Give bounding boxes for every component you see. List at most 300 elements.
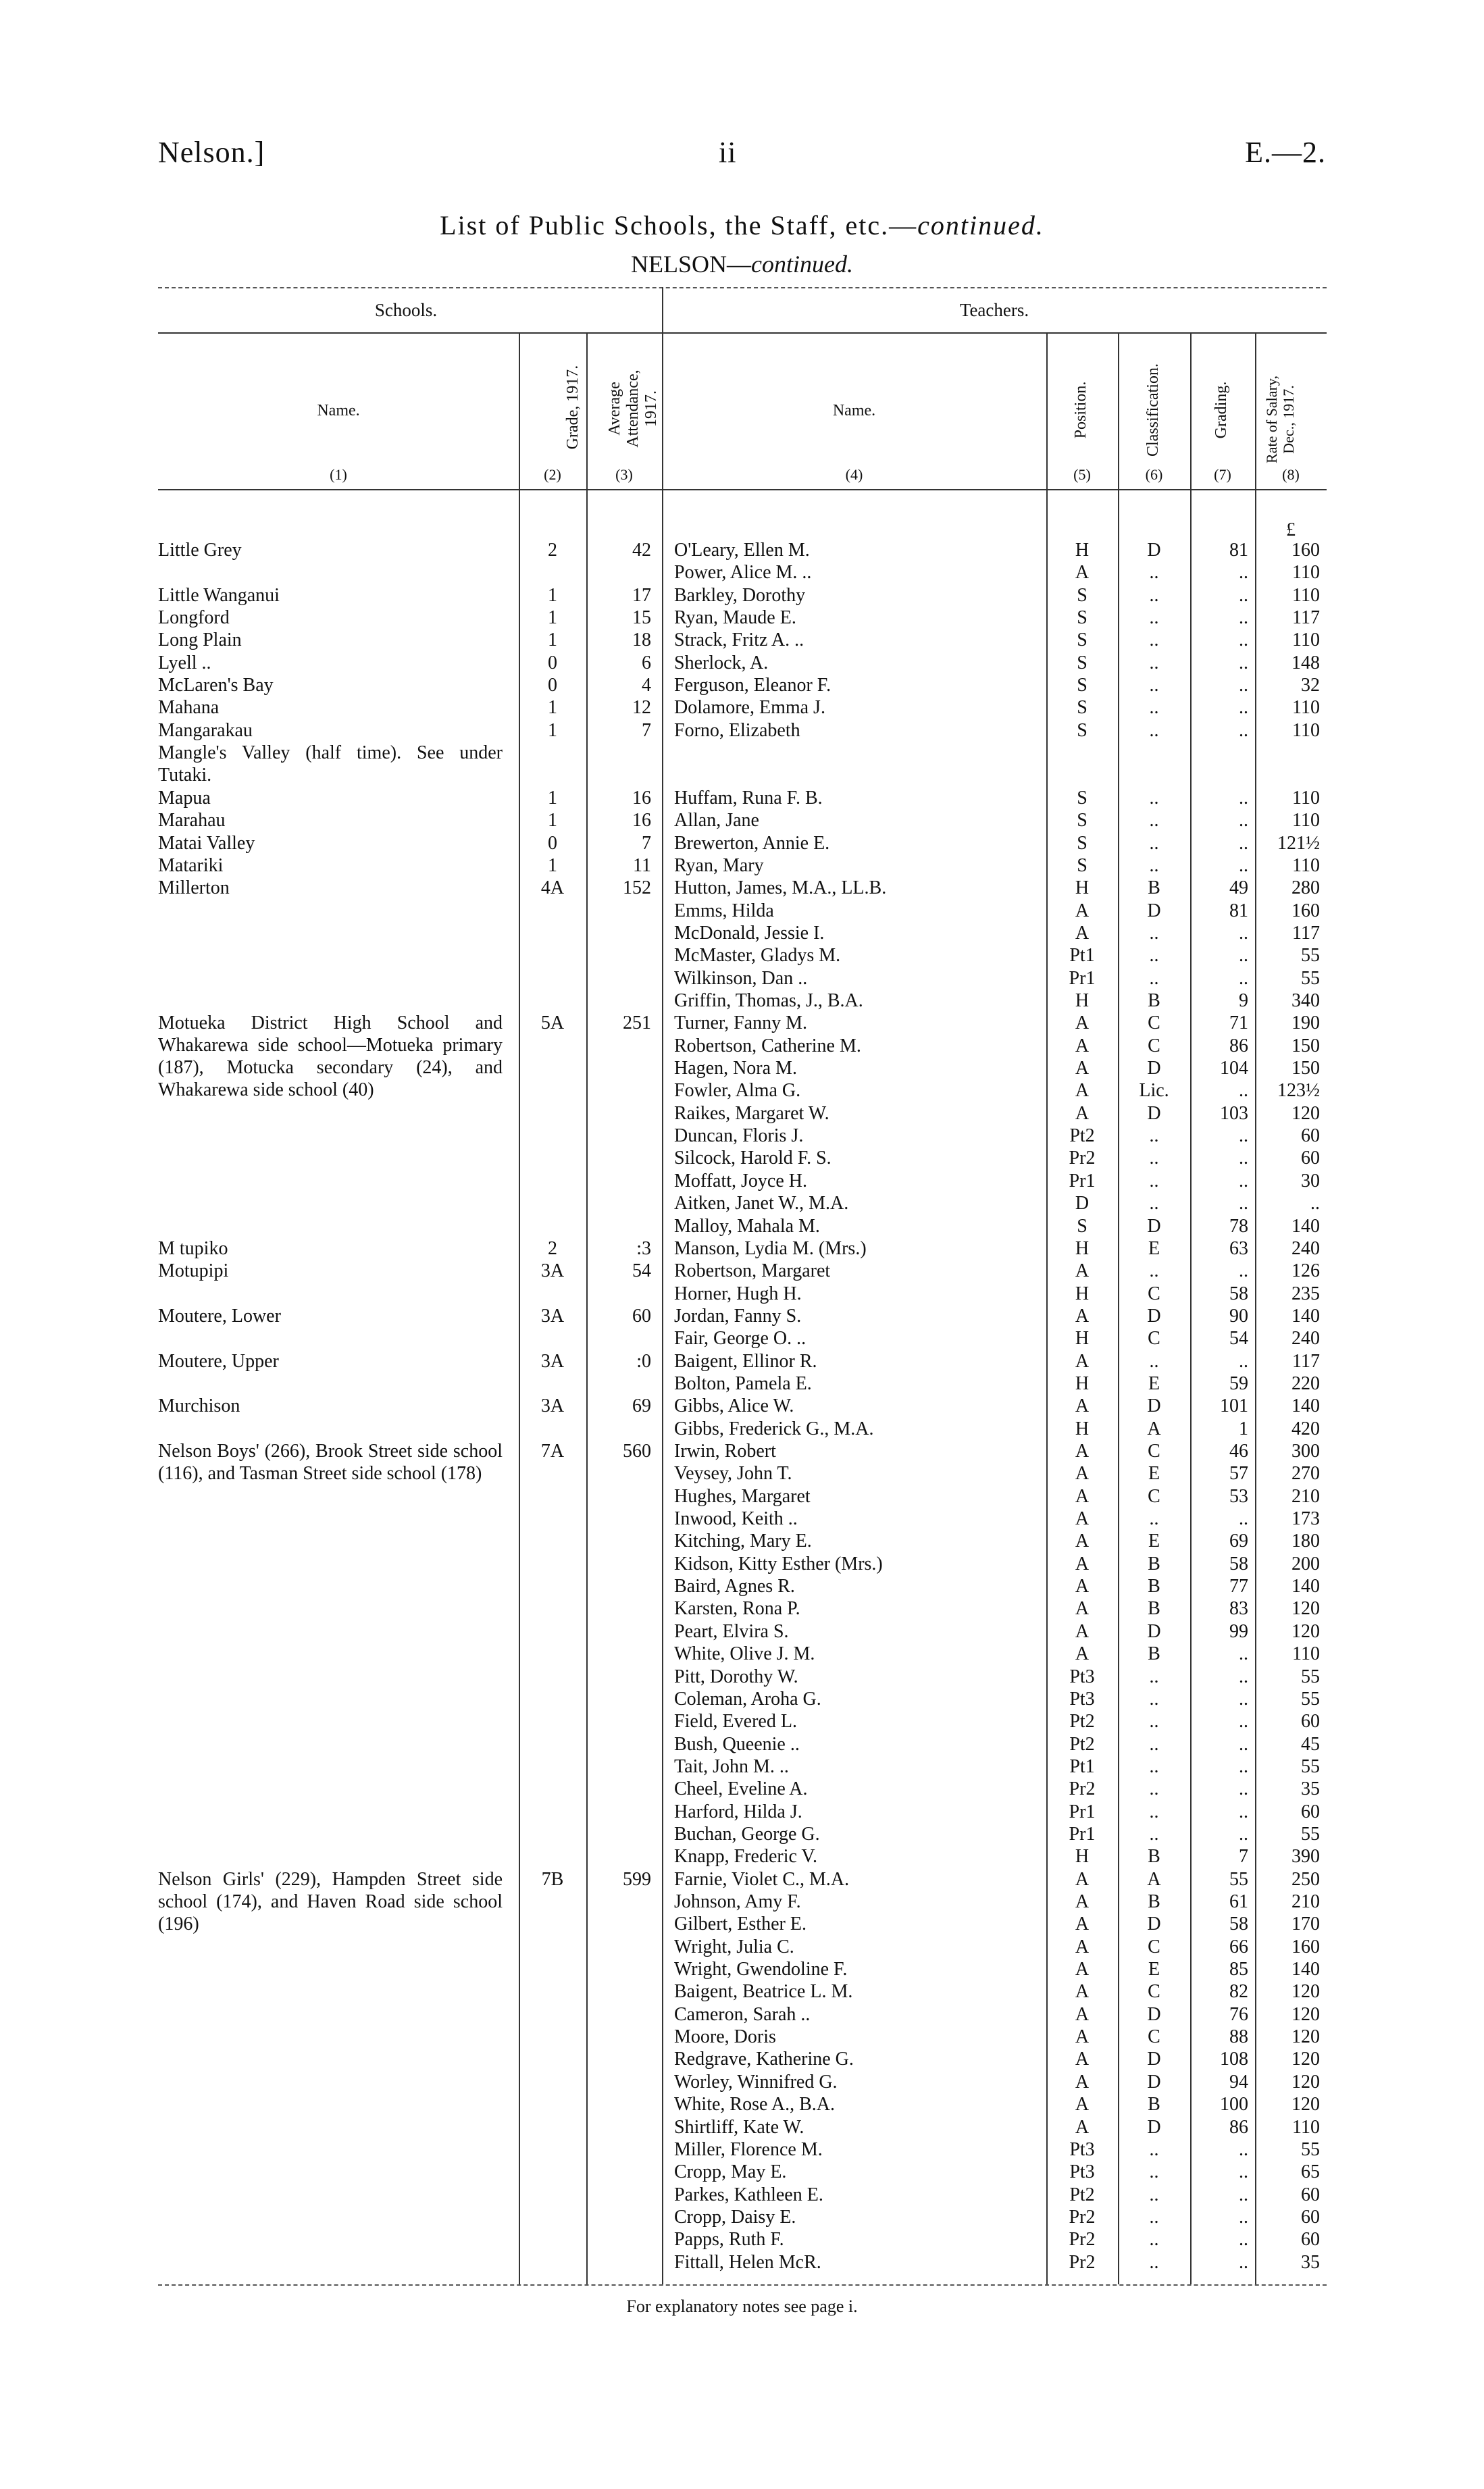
teacher-classification: C: [1148, 1012, 1160, 1034]
subtitle-italic: continued.: [751, 251, 853, 278]
school-attendance: 560: [623, 1441, 651, 1462]
teacher-name: Baigent, Ellinor R.: [674, 1350, 817, 1372]
teacher-salary: 120: [1291, 2071, 1320, 2093]
header-right: E.—2.: [1245, 136, 1326, 169]
teacher-salary: 120: [1291, 1598, 1320, 1620]
teacher-classification: ..: [1149, 787, 1159, 809]
subtitle-text: NELSON—: [631, 251, 752, 278]
school-attendance: 18: [632, 630, 651, 651]
teacher-grading: ..: [1239, 2184, 1248, 2205]
teacher-position: A: [1075, 2071, 1090, 2093]
teacher-salary: 140: [1291, 1215, 1320, 1237]
school-grade: 1: [548, 584, 557, 606]
teacher-name: Cropp, May E.: [674, 2161, 787, 2183]
teacher-position: Pr2: [1069, 1778, 1096, 1800]
teacher-position: A: [1075, 1305, 1090, 1327]
teacher-name: Ryan, Mary: [674, 854, 764, 876]
teacher-position: A: [1075, 900, 1090, 921]
district-title: [0, 250, 1484, 278]
teacher-classification: E: [1148, 1959, 1160, 1980]
teacher-name: McMaster, Gladys M.: [674, 945, 841, 967]
teacher-salary: 60: [1301, 2184, 1320, 2205]
school-name-header: Name.: [317, 402, 360, 419]
teacher-name: Malloy, Mahala M.: [674, 1215, 820, 1237]
teacher-salary: 30: [1301, 1170, 1320, 1191]
teacher-name: Tait, John M. ..: [674, 1755, 789, 1777]
teacher-classification: ..: [1149, 697, 1159, 719]
teacher-salary: 55: [1301, 967, 1320, 989]
school-name: Millerton: [158, 877, 230, 899]
teacher-position: H: [1075, 877, 1090, 899]
position-header: Position.: [1072, 381, 1090, 439]
teacher-classification: ..: [1149, 1193, 1159, 1214]
teacher-grading: ..: [1239, 810, 1248, 831]
teacher-salary: 140: [1291, 1576, 1320, 1597]
teacher-name: Buchan, George G.: [674, 1823, 820, 1845]
teacher-salary: 60: [1301, 2206, 1320, 2228]
teacher-salary: ..: [1310, 1193, 1320, 1214]
teacher-position: S: [1077, 675, 1088, 696]
teacher-name: Cropp, Daisy E.: [674, 2206, 796, 2228]
teacher-classification: Lic.: [1139, 1080, 1169, 1102]
teacher-classification: D: [1147, 900, 1161, 921]
salary-header: Rate of Salary, Dec., 1917.: [1263, 376, 1297, 463]
teacher-salary: 126: [1291, 1260, 1320, 1282]
teacher-salary: 110: [1292, 584, 1320, 606]
teacher-salary: 60: [1301, 1148, 1320, 1169]
header-left: Nelson.]: [158, 136, 265, 169]
teacher-grading: 53: [1229, 1485, 1248, 1507]
teacher-classification: ..: [1149, 1823, 1159, 1845]
teacher-position: A: [1075, 1058, 1090, 1079]
teacher-grading: 88: [1229, 2026, 1248, 2048]
teacher-name: McDonald, Jessie I.: [674, 922, 825, 944]
teacher-classification: D: [1147, 1305, 1161, 1327]
teacher-salary: 121½: [1277, 832, 1320, 854]
teacher-grading: 82: [1229, 1981, 1248, 2003]
teacher-salary: 150: [1291, 1035, 1320, 1056]
teacher-name: Turner, Fanny M.: [674, 1012, 807, 1034]
teacher-position: H: [1075, 1846, 1090, 1868]
teacher-position: A: [1075, 1441, 1090, 1462]
teacher-position: S: [1077, 787, 1088, 809]
teacher-grading: ..: [1239, 719, 1248, 741]
teacher-classification: ..: [1149, 1350, 1159, 1372]
school-attendance: 251: [623, 1012, 651, 1034]
teacher-salary: 123½: [1277, 1080, 1320, 1102]
school-attendance: 60: [632, 1305, 651, 1327]
teacher-grading: 100: [1220, 2094, 1248, 2115]
teacher-position: S: [1077, 719, 1088, 741]
teacher-name: Cheel, Eveline A.: [674, 1778, 808, 1800]
teacher-position: A: [1075, 922, 1090, 944]
teacher-classification: ..: [1149, 967, 1159, 989]
teacher-position: A: [1075, 1914, 1090, 1935]
teacher-name: Griffin, Thomas, J., B.A.: [674, 990, 863, 1011]
teacher-salary: 35: [1301, 2251, 1320, 2273]
teacher-name: Fittall, Helen McR.: [674, 2251, 821, 2273]
schools-group-header: Schools.: [374, 300, 438, 320]
teacher-name: Brewerton, Annie E.: [674, 832, 830, 854]
school-grade: 4A: [540, 877, 565, 899]
teacher-name: Coleman, Aroha G.: [674, 1688, 821, 1710]
teacher-name: Papps, Ruth F.: [674, 2229, 784, 2251]
teacher-salary: 140: [1291, 1395, 1320, 1417]
school-name: Mapua: [158, 787, 211, 809]
teacher-position: A: [1075, 2003, 1090, 2025]
teacher-salary: 300: [1291, 1441, 1320, 1462]
teacher-name: Farnie, Violet C., M.A.: [674, 1868, 850, 1890]
teacher-name: Shirtliff, Kate W.: [674, 2116, 804, 2138]
school-name: Long Plain: [158, 630, 242, 651]
school-grade: 1: [548, 810, 557, 831]
school-attendance: :3: [636, 1237, 651, 1259]
teacher-salary: 210: [1291, 1891, 1320, 1912]
teacher-grading: 104: [1220, 1058, 1248, 1079]
teacher-name: Redgrave, Katherine G.: [674, 2049, 854, 2070]
teacher-name: O'Leary, Ellen M.: [674, 540, 810, 561]
teacher-position: S: [1077, 607, 1088, 629]
teacher-position: H: [1075, 1328, 1090, 1350]
title-italic: continued.: [917, 210, 1044, 240]
school-grade: 2: [548, 540, 557, 561]
teacher-grading: ..: [1239, 1260, 1248, 1282]
teacher-grading: 94: [1229, 2071, 1248, 2093]
teacher-salary: 173: [1291, 1508, 1320, 1530]
teacher-name-header: Name.: [832, 402, 876, 419]
footer-note: For explanatory notes see page i.: [626, 2296, 858, 2316]
teacher-grading: 108: [1220, 2049, 1248, 2070]
teacher-salary: 170: [1291, 1914, 1320, 1935]
currency-symbol: £: [1286, 519, 1296, 540]
teacher-grading: ..: [1239, 1666, 1248, 1687]
teacher-classification: ..: [1149, 832, 1159, 854]
teacher-grading: ..: [1239, 1193, 1248, 1214]
page-number: ii: [719, 136, 737, 169]
teacher-classification: D: [1147, 1914, 1161, 1935]
teacher-position: Pt3: [1069, 2138, 1095, 2160]
teacher-grading: 46: [1229, 1441, 1248, 1462]
teacher-grading: 76: [1229, 2003, 1248, 2025]
teacher-grading: ..: [1239, 1080, 1248, 1102]
teacher-position: Pr1: [1069, 1801, 1096, 1822]
teacher-name: Baigent, Beatrice L. M.: [674, 1981, 853, 2003]
teacher-position: H: [1075, 1283, 1090, 1304]
teacher-position: H: [1075, 1418, 1090, 1439]
teacher-name: Aitken, Janet W., M.A.: [674, 1193, 849, 1214]
school-attendance: 11: [633, 854, 651, 876]
teacher-classification: D: [1147, 1058, 1161, 1079]
teacher-position: A: [1075, 1080, 1090, 1102]
teacher-position: H: [1075, 1237, 1090, 1259]
teacher-name: Ryan, Maude E.: [674, 607, 796, 629]
teacher-name: Worley, Winnifred G.: [674, 2071, 838, 2093]
teacher-position: Pt2: [1069, 1125, 1095, 1147]
teacher-position: Pr1: [1069, 1823, 1096, 1845]
teacher-classification: ..: [1149, 2229, 1159, 2251]
teacher-grading: ..: [1239, 967, 1248, 989]
teacher-name: Fowler, Alma G.: [674, 1080, 801, 1102]
school-name: Motueka District High School and Whakarewa side school—Motueka primary (187), Motucka secondary (24), and Whakarewa side school (40): [158, 1012, 503, 1101]
teacher-classification: ..: [1149, 810, 1159, 831]
school-grade: 1: [548, 607, 557, 629]
teacher-classification: D: [1147, 2049, 1161, 2070]
school-grade: 7A: [540, 1441, 565, 1462]
teacher-salary: 32: [1301, 675, 1320, 696]
teacher-name: Robertson, Catherine M.: [674, 1035, 861, 1056]
teacher-grading: ..: [1239, 922, 1248, 944]
teacher-salary: 250: [1291, 1868, 1320, 1890]
teacher-classification: C: [1148, 1035, 1160, 1056]
teacher-position: A: [1075, 1463, 1090, 1485]
teacher-position: S: [1077, 697, 1088, 719]
col-number-7: (7): [1214, 466, 1231, 483]
teacher-name: Gibbs, Frederick G., M.A.: [674, 1418, 874, 1439]
school-attendance: 7: [642, 719, 651, 741]
teacher-classification: ..: [1149, 2161, 1159, 2183]
teacher-grading: 55: [1229, 1868, 1248, 1890]
teacher-position: A: [1075, 1959, 1090, 1980]
teacher-name: Knapp, Frederic V.: [674, 1846, 818, 1868]
teacher-salary: 110: [1292, 854, 1320, 876]
school-grade: 1: [548, 697, 557, 719]
teacher-grading: 9: [1239, 990, 1248, 1011]
teacher-name: Hagen, Nora M.: [674, 1058, 797, 1079]
teacher-salary: 390: [1291, 1846, 1320, 1868]
teacher-salary: 60: [1301, 1711, 1320, 1733]
teacher-name: Gilbert, Esther E.: [674, 1914, 807, 1935]
school-name: M tupiko: [158, 1237, 228, 1259]
teacher-classification: D: [1147, 1102, 1161, 1124]
teacher-name: Hughes, Margaret: [674, 1485, 811, 1507]
teacher-classification: ..: [1149, 2206, 1159, 2228]
teacher-grading: 86: [1229, 1035, 1248, 1056]
teacher-grading: 54: [1229, 1328, 1248, 1350]
teacher-name: Power, Alice M. ..: [674, 562, 812, 584]
teacher-classification: B: [1148, 877, 1160, 899]
teacher-position: Pt2: [1069, 1733, 1095, 1755]
teacher-position: S: [1077, 584, 1088, 606]
teacher-name: Wilkinson, Dan ..: [674, 967, 808, 989]
teacher-name: Wright, Julia C.: [674, 1936, 794, 1957]
teacher-classification: E: [1148, 1237, 1160, 1259]
teacher-salary: 160: [1291, 540, 1320, 561]
teacher-salary: 110: [1292, 787, 1320, 809]
teacher-name: Raikes, Margaret W.: [674, 1102, 829, 1124]
teacher-grading: 63: [1229, 1237, 1248, 1259]
teacher-salary: 120: [1291, 2049, 1320, 2070]
teacher-position: A: [1075, 1531, 1090, 1552]
teacher-grading: 77: [1229, 1576, 1248, 1597]
teacher-position: A: [1075, 1395, 1090, 1417]
col-number-4: (4): [845, 466, 863, 483]
teacher-salary: 110: [1292, 630, 1320, 651]
teacher-classification: B: [1148, 1846, 1160, 1868]
teacher-grading: ..: [1239, 2206, 1248, 2228]
grading-header: Grading.: [1212, 381, 1230, 439]
teacher-name: Silcock, Harold F. S.: [674, 1148, 831, 1169]
teacher-classification: ..: [1149, 584, 1159, 606]
school-name: Little Grey: [158, 540, 242, 561]
school-attendance: 6: [642, 652, 651, 673]
teacher-salary: 140: [1291, 1959, 1320, 1980]
teacher-salary: 110: [1292, 719, 1320, 741]
teacher-name: Kitching, Mary E.: [674, 1531, 812, 1552]
teacher-name: Cameron, Sarah ..: [674, 2003, 811, 2025]
teacher-name: Moffatt, Joyce H.: [674, 1170, 807, 1191]
teacher-classification: D: [1147, 1395, 1161, 1417]
table-top-rule: [158, 287, 1327, 288]
title-text: List of Public Schools, the Staff, etc.—: [440, 210, 918, 240]
teacher-position: A: [1075, 2049, 1090, 2070]
teacher-classification: B: [1148, 1576, 1160, 1597]
teacher-grading: ..: [1239, 652, 1248, 673]
school-name: Mahana: [158, 697, 220, 719]
teacher-name: Barkley, Dorothy: [674, 584, 806, 606]
teacher-grading: ..: [1239, 584, 1248, 606]
teacher-salary: 65: [1301, 2161, 1320, 2183]
teacher-classification: D: [1147, 1620, 1161, 1642]
teacher-grading: 71: [1229, 1012, 1248, 1034]
teacher-name: Pitt, Dorothy W.: [674, 1666, 798, 1687]
teacher-position: Pt3: [1069, 1666, 1095, 1687]
teacher-salary: 117: [1292, 607, 1320, 629]
teacher-salary: 45: [1301, 1733, 1320, 1755]
school-name: Moutere, Lower: [158, 1305, 281, 1327]
teacher-grading: ..: [1239, 2251, 1248, 2273]
teacher-classification: ..: [1149, 719, 1159, 741]
teacher-name: Emms, Hilda: [674, 900, 774, 921]
teacher-salary: 110: [1292, 2116, 1320, 2138]
teacher-salary: 117: [1292, 922, 1320, 944]
teacher-salary: 60: [1301, 1125, 1320, 1147]
teacher-classification: ..: [1149, 1733, 1159, 1755]
teacher-position: Pt2: [1069, 1711, 1095, 1733]
teacher-classification: ..: [1149, 1778, 1159, 1800]
teacher-position: A: [1075, 1035, 1090, 1056]
teacher-classification: D: [1147, 540, 1161, 561]
teacher-position: A: [1075, 1868, 1090, 1890]
teacher-name: Bush, Queenie ..: [674, 1733, 800, 1755]
teacher-name: Forno, Elizabeth: [674, 719, 800, 741]
teacher-position: A: [1075, 1260, 1090, 1282]
page-title: [0, 209, 1484, 241]
teacher-grading: 49: [1229, 877, 1248, 899]
teacher-grading: 86: [1229, 2116, 1248, 2138]
teacher-salary: 280: [1291, 877, 1320, 899]
teacher-classification: ..: [1149, 1170, 1159, 1191]
teacher-salary: 55: [1301, 1688, 1320, 1710]
teacher-salary: 55: [1301, 1755, 1320, 1777]
school-name: Matariki: [158, 854, 224, 876]
teacher-classification: ..: [1149, 922, 1159, 944]
teacher-classification: D: [1147, 2116, 1161, 2138]
teacher-salary: 120: [1291, 2094, 1320, 2115]
school-grade: 0: [548, 832, 557, 854]
teacher-position: Pr2: [1069, 2206, 1096, 2228]
school-grade: 3A: [540, 1305, 565, 1327]
teacher-grading: 59: [1229, 1372, 1248, 1394]
teacher-name: Karsten, Rona P.: [674, 1598, 800, 1620]
teacher-classification: ..: [1149, 1666, 1159, 1687]
school-attendance: 4: [642, 675, 651, 696]
teacher-grading: 81: [1229, 540, 1248, 561]
school-grade: 2: [548, 1237, 557, 1259]
teacher-position: S: [1077, 854, 1088, 876]
teacher-name: Peart, Elvira S.: [674, 1620, 789, 1642]
table-bottom-rule: [158, 2284, 1327, 2286]
teacher-position: A: [1075, 1350, 1090, 1372]
teacher-salary: 270: [1291, 1463, 1320, 1485]
school-name: Moutere, Upper: [158, 1350, 279, 1372]
teacher-name: Irwin, Robert: [674, 1441, 776, 1462]
school-attendance: 16: [632, 787, 651, 809]
teacher-salary: 420: [1291, 1418, 1320, 1439]
teacher-salary: 120: [1291, 2003, 1320, 2025]
grade-header: Grade, 1917.: [564, 365, 582, 450]
school-grade: 3A: [540, 1350, 565, 1372]
teacher-grading: ..: [1239, 1125, 1248, 1147]
teacher-classification: D: [1147, 2071, 1161, 2093]
teacher-position: S: [1077, 630, 1088, 651]
col-number-6: (6): [1145, 466, 1163, 483]
teacher-grading: 7: [1239, 1846, 1248, 1868]
teacher-grading: ..: [1239, 2138, 1248, 2160]
teacher-classification: E: [1148, 1531, 1160, 1552]
teacher-classification: D: [1147, 2003, 1161, 2025]
teacher-name: Inwood, Keith ..: [674, 1508, 798, 1530]
teacher-salary: 120: [1291, 1981, 1320, 2003]
teacher-position: A: [1075, 2094, 1090, 2115]
teacher-salary: 210: [1291, 1485, 1320, 1507]
teacher-salary: 55: [1301, 2138, 1320, 2160]
teacher-classification: E: [1148, 1372, 1160, 1394]
teacher-name: Veysey, John T.: [674, 1463, 792, 1485]
teacher-position: S: [1077, 832, 1088, 854]
school-attendance: 15: [632, 607, 651, 629]
teacher-classification: B: [1148, 990, 1160, 1011]
teacher-classification: ..: [1149, 2251, 1159, 2273]
teacher-classification: ..: [1149, 1260, 1159, 1282]
school-name: Marahau: [158, 810, 226, 831]
teacher-classification: ..: [1149, 1801, 1159, 1822]
teacher-position: H: [1075, 1372, 1090, 1394]
teacher-salary: 110: [1292, 697, 1320, 719]
teacher-position: A: [1075, 1620, 1090, 1642]
teacher-position: H: [1075, 540, 1090, 561]
attendance-header: Average Attendance, 1917.: [606, 369, 660, 448]
teacher-name: Field, Evered L.: [674, 1711, 797, 1733]
teacher-position: A: [1075, 1012, 1090, 1034]
teacher-name: Huffam, Runa F. B.: [674, 787, 823, 809]
teacher-grading: 58: [1229, 1914, 1248, 1935]
school-attendance: 599: [623, 1868, 651, 1890]
teacher-position: A: [1075, 1598, 1090, 1620]
teacher-grading: 103: [1220, 1102, 1248, 1124]
teacher-position: A: [1075, 1981, 1090, 2003]
school-grade: 5A: [540, 1012, 565, 1034]
school-name: Longford: [158, 607, 230, 629]
school-attendance: 152: [623, 877, 651, 899]
teacher-grading: ..: [1239, 787, 1248, 809]
column-header-rule: [158, 489, 1327, 490]
teacher-position: A: [1075, 1643, 1090, 1665]
teacher-classification: ..: [1149, 675, 1159, 696]
teacher-grading: ..: [1239, 1170, 1248, 1191]
teacher-grading: ..: [1239, 630, 1248, 651]
teacher-classification: C: [1148, 1283, 1160, 1304]
teacher-grading: 61: [1229, 1891, 1248, 1912]
